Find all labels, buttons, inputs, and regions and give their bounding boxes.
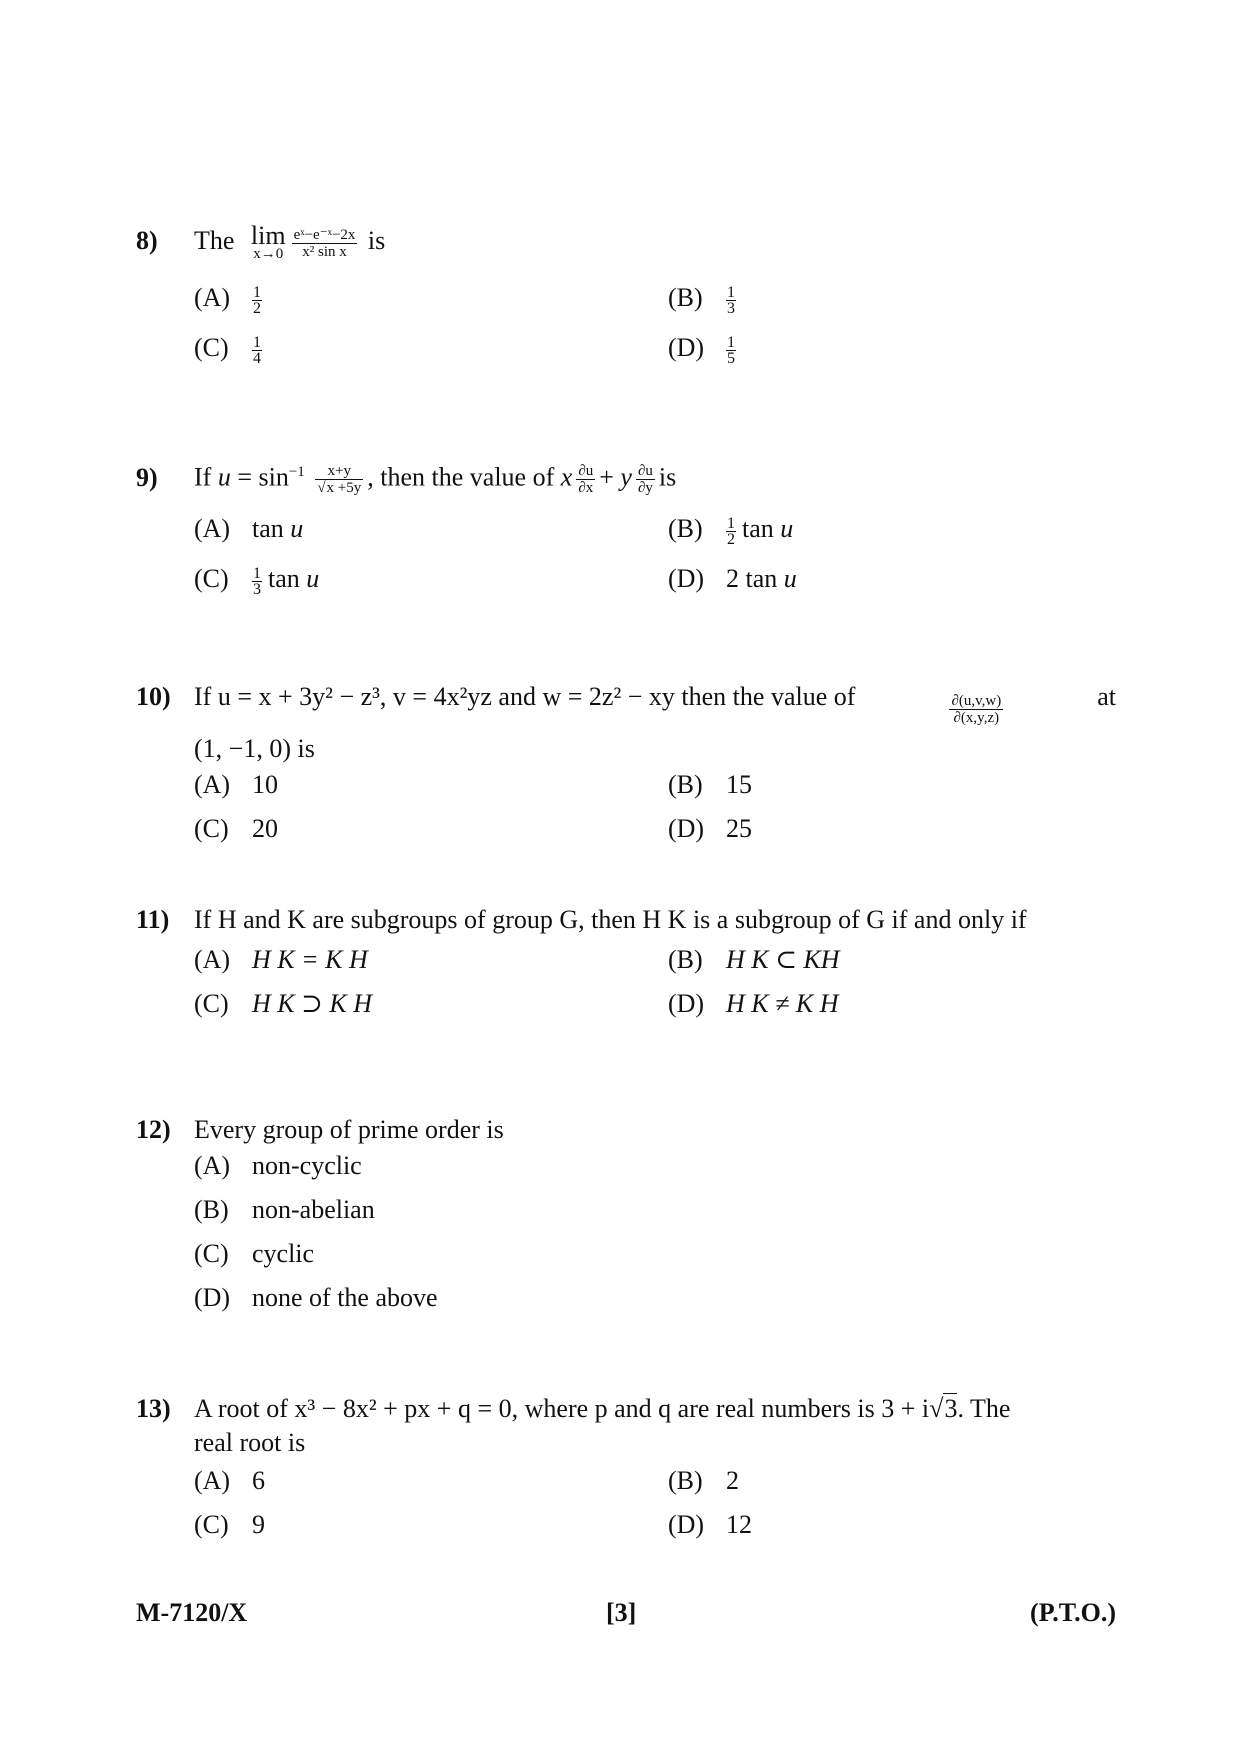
option-a: (A) non-cyclic: [194, 1151, 362, 1180]
question-number: 10): [136, 682, 171, 711]
question-number: 9): [136, 462, 158, 492]
pto-note: (P.T.O.): [1030, 1598, 1116, 1627]
question-number: 12): [136, 1115, 171, 1144]
option-b: (B) 2: [668, 1466, 739, 1495]
option-d: (D) 12: [668, 1510, 752, 1539]
question-text: If H and K are subgroups of group G, then H K is a subgroup of G if and only if: [194, 905, 1027, 934]
option-c: (C) cyclic: [194, 1239, 315, 1268]
question-12: [136, 1113, 1116, 1331]
option-d: (D) none of the above: [194, 1283, 438, 1312]
limit-expression: lim x→0: [250, 221, 286, 263]
option-b: (B) $\frac{1}{2}$ tan u: [668, 514, 794, 548]
option-d: (D) 25: [668, 814, 752, 843]
options: [194, 273, 1116, 393]
limit-fraction: $\frac{\text{eˣ−e⁻ˣ−2x}}{\text{x² sin x}}$: [293, 226, 356, 260]
options: [194, 1466, 1116, 1556]
question-number: 8): [136, 226, 158, 255]
option-b: (B) $\frac{1}{3}$: [668, 283, 735, 317]
option-d: (D) H K ≠ K H: [668, 989, 839, 1018]
option-b: (B) H K ⊂ KH: [668, 945, 840, 974]
option-c: (C) 20: [194, 814, 278, 843]
question-text: If u = x + 3y² − z³, v = 4x²yz and w = 2z² − xy then the value of $\frac{\partial(u,v,w)}{\partial(x,y,z)}$ at (1, −1, 0) is: [194, 682, 1116, 763]
question-number: 13): [136, 1394, 171, 1423]
question-13: [136, 1392, 1116, 1556]
question-10: [136, 680, 1116, 860]
page-number: [3]: [606, 1598, 637, 1627]
question-9: [136, 455, 1116, 626]
option-c: (C) H K ⊃ K H: [194, 989, 373, 1018]
option-a: (A) H K = K H: [194, 945, 368, 974]
exam-code: M-7120/X: [136, 1598, 248, 1627]
question-text: Every group of prime order is: [194, 1115, 504, 1144]
options: [194, 770, 1116, 860]
arcsine-argument: $\frac{x+y}{√x +5y}$: [317, 463, 362, 497]
question-text: A root of x³ − 8x² + px + q = 0, where p and q are real numbers is 3 + i√3. The real root is: [194, 1394, 1011, 1457]
options: [194, 506, 1116, 626]
question-8: [136, 221, 1116, 393]
question-11: [136, 903, 1116, 1035]
option-b: (B) non-abelian: [194, 1195, 375, 1224]
jacobian-fraction: $\frac{\partial(u,v,w)}{\partial(x,y,z)}$: [951, 693, 1002, 726]
option-d: (D) 2 tan u: [668, 564, 797, 594]
question-text: The lim x→0 $\frac{\text{eˣ−e⁻ˣ−2x}}{\text{x² sin x}}$ is: [194, 221, 386, 263]
option-c: (C) 9: [194, 1510, 265, 1539]
option-a: (A) $\frac{1}{2}$: [194, 283, 261, 317]
option-c: (C) $\frac{1}{4}$: [194, 333, 261, 367]
option-a: (A) tan u: [194, 514, 304, 544]
option-a: (A) 6: [194, 1466, 265, 1495]
option-d: (D) $\frac{1}{5}$: [668, 333, 735, 367]
option-a: (A) 10: [194, 770, 278, 799]
option-b: (B) 15: [668, 770, 752, 799]
question-text: If $u = \sin^{-1}$ $\frac{x+y}{√x +5y}$ , then the value of x $\frac{\partial u}{\partial x}$ + y $\frac{\partial u}{\partial y}$ is: [194, 462, 677, 497]
option-c: (C) $\frac{1}{3}$ tan u: [194, 564, 320, 598]
question-number: 11): [136, 905, 170, 934]
options: [194, 1151, 1116, 1331]
options: [194, 945, 1116, 1035]
